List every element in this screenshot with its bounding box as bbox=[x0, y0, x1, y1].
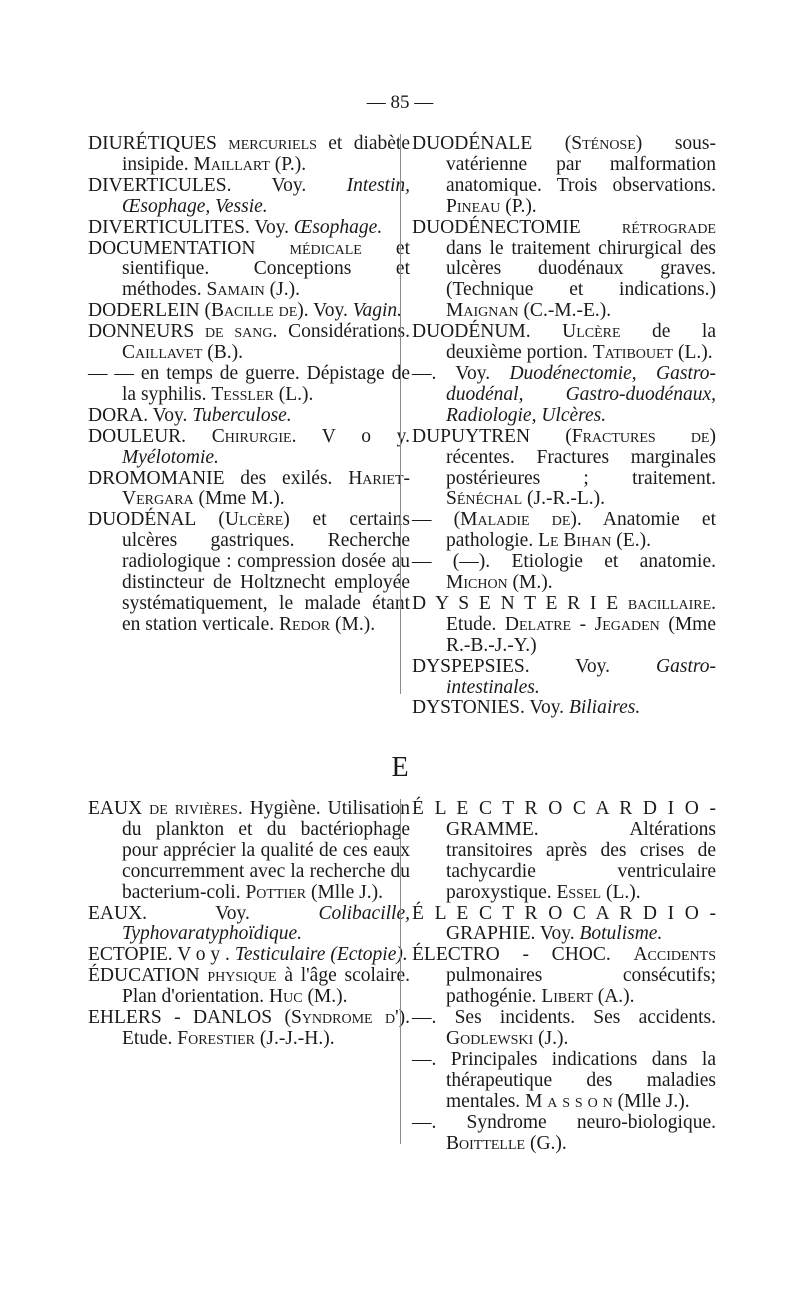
index-entry bbox=[88, 510, 410, 635]
index-entry bbox=[412, 945, 716, 1008]
index-entry bbox=[88, 904, 410, 946]
index-entry bbox=[88, 1008, 410, 1050]
entry-text: Tatibouet bbox=[592, 342, 674, 364]
index-entry bbox=[88, 218, 410, 239]
entry-text: Vagin. bbox=[352, 300, 402, 322]
entry-text: Delatre - Jegaden bbox=[504, 613, 660, 635]
entry-text: DROMOMANIE des exilés. bbox=[88, 467, 349, 489]
entry-text: (J.). bbox=[533, 1027, 569, 1049]
index-entry bbox=[412, 1008, 716, 1050]
entry-text: Pottier bbox=[245, 881, 307, 903]
index-entry bbox=[412, 1050, 716, 1113]
index-entry bbox=[88, 364, 410, 406]
index-entry bbox=[88, 176, 410, 218]
index-entry bbox=[412, 364, 716, 427]
column-divider-bottom bbox=[400, 799, 401, 1144]
entry-text: Testiculaire (Ectopie). bbox=[234, 944, 408, 966]
entry-text: (B.). bbox=[202, 342, 244, 364]
entry-text: bacillaire bbox=[627, 592, 712, 614]
entry-text: (J.-J.-H.). bbox=[254, 1027, 335, 1049]
entry-text: Huc bbox=[269, 986, 303, 1008]
index-entry bbox=[88, 799, 410, 904]
entry-text: ÉLECTRO - CHOC. bbox=[412, 944, 634, 966]
entry-text: Colibacille, Typhovaratyphoïdique. bbox=[122, 902, 410, 945]
entry-text: . Hygiène. Utilisation du plankton et du bactériophage pour apprécier la qualité de ces eaux concurremment avec la recherche du bacterium-coli. bbox=[122, 798, 410, 903]
entry-text: de rivières bbox=[149, 798, 238, 819]
entry-text: Intestin, Œsophage, Vessie. bbox=[122, 174, 410, 217]
entry-text: ÉDUCATION bbox=[88, 965, 208, 987]
index-entry bbox=[88, 945, 410, 966]
entry-text: Ulcère bbox=[562, 321, 621, 343]
entry-text: ). Anatomie et pathologie. bbox=[446, 509, 716, 552]
entry-text: D Y S E N T E R I E bbox=[412, 592, 628, 614]
entry-text: DONNEURS bbox=[88, 321, 205, 343]
entry-text: EAUX bbox=[88, 798, 150, 819]
entry-text: —. Voy. bbox=[412, 362, 510, 384]
entry-text: Œsophage. bbox=[293, 216, 383, 238]
entry-text: Botulisme. bbox=[579, 923, 663, 945]
entry-text: DODERLEIN ( bbox=[88, 300, 211, 322]
entry-text: Gastro-intestinales. bbox=[446, 655, 716, 698]
entry-text: Duodénectomie, Gastro-duodénal, Gastro-duodénaux, Radiologie, Ulcères. bbox=[446, 362, 716, 426]
entry-text: Le Bihan bbox=[538, 530, 612, 552]
entry-text: Libert bbox=[541, 986, 593, 1008]
entry-text: (M.). bbox=[507, 572, 553, 594]
entry-text: (E.). bbox=[611, 530, 651, 552]
entry-text: DYSTONIES. Voy. bbox=[412, 697, 569, 719]
entry-text: ). Etude. bbox=[122, 1007, 410, 1049]
entry-text: (M.). bbox=[302, 986, 348, 1008]
column-divider-top bbox=[400, 134, 401, 694]
entry-text: ). Voy. bbox=[297, 300, 353, 322]
entry-text: (L.). bbox=[673, 342, 713, 364]
entry-text: (Mme M.). bbox=[193, 488, 285, 510]
entry-text: DOULEUR. bbox=[88, 425, 212, 447]
entry-text: Maladie de bbox=[460, 509, 571, 531]
section-letter: E bbox=[391, 752, 409, 783]
entry-text: Tessler bbox=[211, 383, 274, 405]
entry-text: Samain bbox=[206, 279, 265, 301]
entry-text: EAUX. Voy. bbox=[88, 902, 319, 924]
entry-text: É L E C T R O C A R D I O - GRAMME. Altérations transitoires après des crises de tachycardie ventriculaire paroxystique. bbox=[412, 798, 716, 903]
index-column-top-right bbox=[412, 134, 716, 719]
index-entry bbox=[412, 1113, 716, 1155]
index-entry bbox=[88, 239, 410, 302]
entry-text: Pineau bbox=[446, 195, 501, 217]
index-entry bbox=[88, 322, 410, 364]
entry-text: — — en temps de guerre. Dépistage de la syphilis. bbox=[88, 362, 410, 405]
index-entry bbox=[412, 698, 716, 719]
index-entry bbox=[412, 799, 716, 904]
entry-text: . V o y. bbox=[291, 425, 410, 447]
entry-text: à l'âge scolaire. Plan d'orientation. bbox=[122, 965, 411, 1008]
index-entry bbox=[412, 552, 716, 594]
entry-text: É L E C T R O C A R D I O - GRAPHIE. Voy. bbox=[412, 902, 716, 945]
entry-text: (P.). bbox=[269, 153, 307, 175]
entry-text: ) sous-vatérienne par malformation anatomique. Trois observations. bbox=[446, 133, 716, 196]
index-entry bbox=[412, 218, 716, 323]
entry-text: ECTOPIE. V o y . bbox=[88, 944, 235, 966]
entry-text: M a s s o n bbox=[525, 1090, 613, 1112]
entry-text: et sientifique. Conceptions et méthodes. bbox=[122, 237, 410, 301]
entry-text: (J.). bbox=[264, 279, 300, 301]
entry-text: Myélotomie. bbox=[122, 446, 219, 468]
entry-text: Maillart bbox=[193, 153, 270, 175]
entry-text: Hariet-Vergara bbox=[122, 467, 410, 510]
entry-text: — ( bbox=[412, 509, 461, 531]
entry-text: (L.). bbox=[273, 383, 314, 405]
entry-text: Maignan bbox=[446, 300, 519, 322]
entry-text: Biliaires. bbox=[568, 697, 641, 719]
entry-text: DUPUYTREN ( bbox=[412, 425, 572, 447]
index-entry bbox=[412, 657, 716, 699]
entry-text: —. Principales indications dans la thérapeutique des maladies mentales. bbox=[412, 1048, 716, 1112]
entry-text: Sénéchal bbox=[446, 488, 523, 510]
entry-text: médicale bbox=[289, 237, 362, 259]
index-column-bottom-right bbox=[412, 799, 716, 1154]
entry-text: DIURÉTIQUES bbox=[88, 133, 229, 154]
entry-text: DUODÉNECTOMIE bbox=[412, 216, 622, 238]
entry-text: de sang bbox=[204, 321, 273, 343]
index-entry bbox=[88, 301, 410, 322]
entry-text: DUODÉNAL ( bbox=[88, 509, 225, 531]
index-entry bbox=[412, 510, 716, 552]
entry-text: DUODÉNUM. bbox=[412, 321, 563, 343]
entry-text: ) et certains ulcères gastriques. Recherche radiologique : compression dosée au distincteur de Holtznecht employée systématiquement, le malade étant en station verticale. bbox=[122, 509, 411, 635]
entry-text: mercuriels bbox=[228, 133, 317, 154]
entry-text: rétrograde bbox=[621, 216, 716, 238]
index-entry bbox=[88, 134, 410, 176]
index-entry bbox=[412, 322, 716, 364]
entry-text: Essel bbox=[556, 881, 602, 903]
entry-text: pulmonaires consécutifs; pathogénie. bbox=[446, 965, 716, 1008]
entry-text: Bacille de bbox=[210, 300, 298, 322]
entry-text: (C.-M.-E.). bbox=[518, 300, 612, 322]
entry-text: DIVERTICULES. Voy. bbox=[88, 174, 347, 196]
index-entry bbox=[412, 134, 716, 218]
index-entry bbox=[412, 904, 716, 946]
entry-text: (M.). bbox=[330, 613, 376, 635]
entry-text: DIVERTICULITES. Voy. bbox=[88, 216, 294, 238]
entry-text: (Mlle J.). bbox=[306, 881, 383, 903]
index-column-top-left bbox=[88, 134, 410, 636]
entry-text: Tuberculose. bbox=[192, 404, 292, 426]
entry-text: Chirurgie bbox=[211, 425, 292, 447]
entry-text: ) récentes. Fractures marginales postérieures ; traitement. bbox=[446, 425, 716, 489]
entry-text: DORA. Voy. bbox=[88, 404, 193, 426]
entry-text: . Considérations. bbox=[272, 321, 410, 343]
entry-text: (Mlle J.). bbox=[612, 1090, 690, 1112]
index-entry bbox=[412, 594, 716, 657]
entry-text: (A.). bbox=[592, 986, 635, 1008]
entry-text: Syndrome d' bbox=[290, 1007, 399, 1029]
index-column-bottom-left bbox=[88, 799, 410, 1050]
index-entry bbox=[412, 427, 716, 511]
index-entry bbox=[88, 469, 410, 511]
entry-text: (P.). bbox=[500, 195, 537, 217]
entry-text: DUODÉNALE ( bbox=[412, 133, 572, 154]
entry-text: —. Syndrome neuro-biologique. bbox=[412, 1111, 716, 1133]
entry-text: dans le traitement chirurgical des ulcères duodénaux graves. (Technique et indications.) bbox=[446, 237, 716, 301]
entry-text: Boittelle bbox=[446, 1132, 526, 1154]
entry-text: Ulcère bbox=[224, 509, 284, 531]
entry-text: EHLERS - DANLOS ( bbox=[88, 1007, 291, 1029]
entry-text: — (—). Etiologie et anatomie. bbox=[412, 551, 716, 573]
page-number: — 85 — bbox=[366, 92, 434, 113]
entry-text: de la deuxième portion. bbox=[446, 321, 716, 364]
entry-text: DOCUMENTATION bbox=[88, 237, 290, 259]
entry-text: et diabète insipide. bbox=[122, 133, 410, 175]
entry-text: —. Ses incidents. Ses accidents. bbox=[412, 1007, 716, 1029]
entry-text: (G.). bbox=[525, 1132, 567, 1154]
entry-text: . Etude. bbox=[446, 592, 716, 635]
entry-text: DYSPEPSIES. Voy. bbox=[412, 655, 657, 677]
entry-text: Caillavet bbox=[122, 342, 203, 364]
entry-text: Forestier bbox=[177, 1027, 255, 1049]
entry-text: (J.-R.-L.). bbox=[522, 488, 606, 510]
entry-text: Redor bbox=[279, 613, 331, 635]
index-entry bbox=[88, 966, 410, 1008]
entry-text: (Mme R.-B.-J.-Y.) bbox=[446, 613, 717, 656]
entry-text: Fractures de bbox=[571, 425, 710, 447]
index-entry bbox=[88, 406, 410, 427]
entry-text: (L.). bbox=[601, 881, 641, 903]
entry-text: Sténose bbox=[571, 133, 636, 154]
entry-text: Godlewski bbox=[446, 1027, 534, 1049]
entry-text: Michon bbox=[446, 572, 508, 594]
entry-text: physique bbox=[207, 965, 277, 987]
entry-text: Accidents bbox=[633, 944, 716, 966]
index-entry bbox=[88, 427, 410, 469]
